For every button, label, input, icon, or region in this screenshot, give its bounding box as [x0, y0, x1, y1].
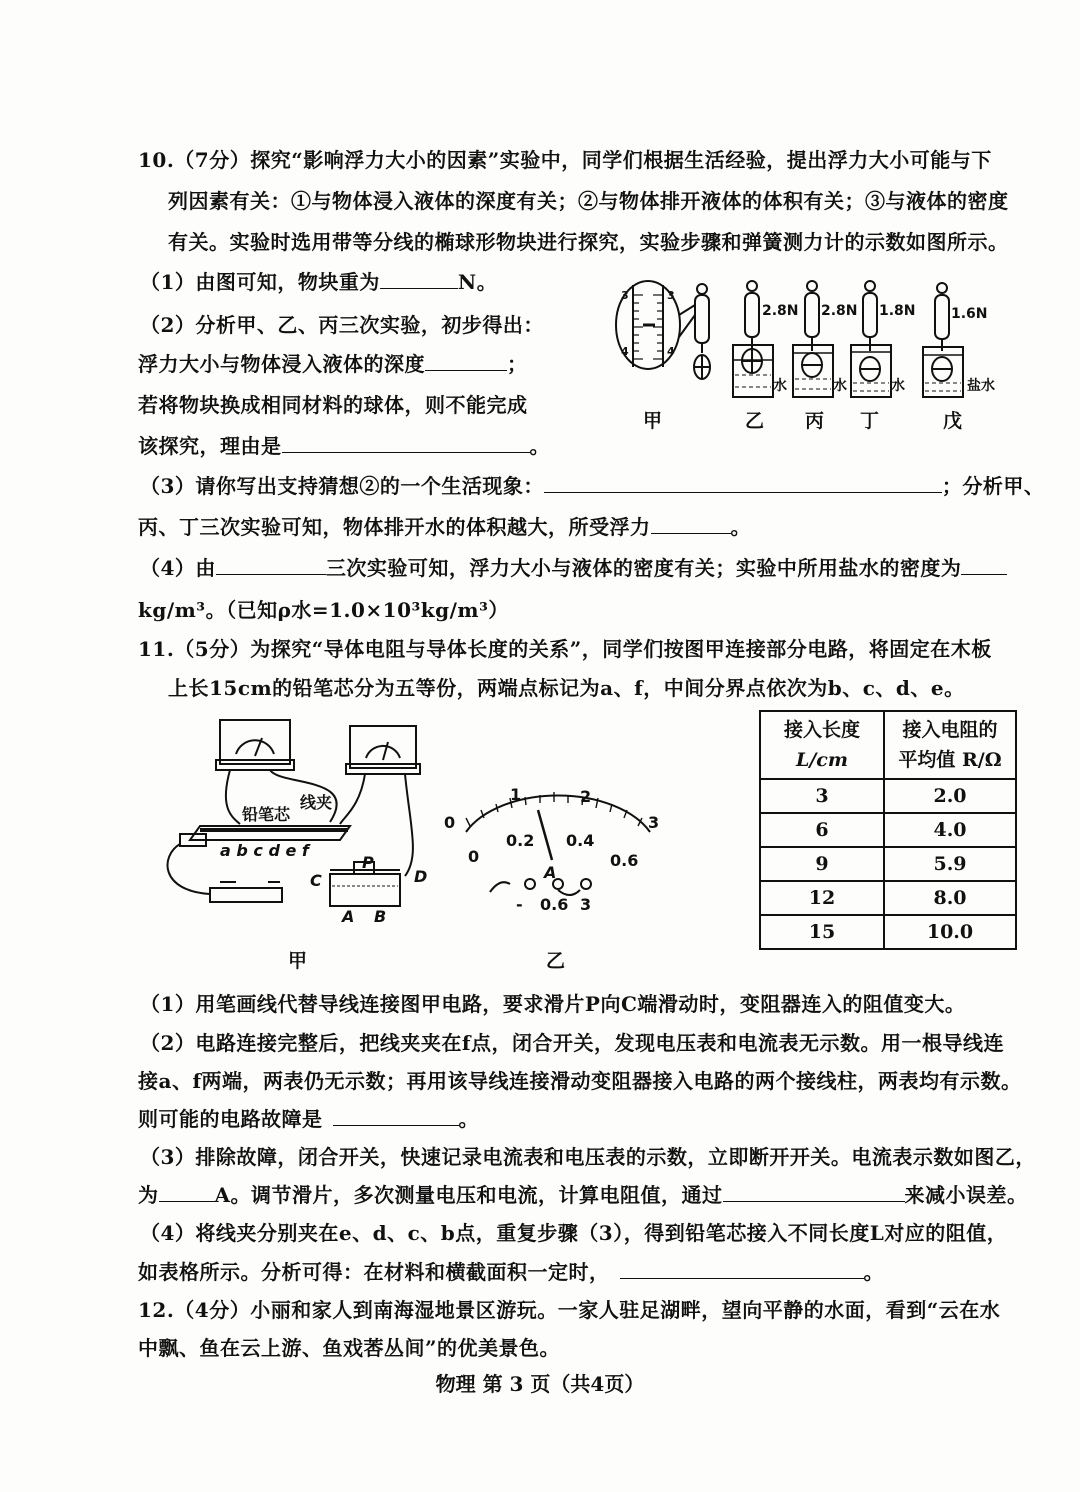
q10-part2d: 该探究，理由是 。 [138, 434, 550, 458]
table-row: 12 8.0 [760, 881, 1016, 915]
clip-label: 线夹 [300, 793, 333, 812]
q10-line3: 有关。实验时选用带等分线的椭球形物块进行探究，实验步骤和弹簧测力计的示数如图所示。 [168, 230, 1009, 254]
spring-scale-wu [935, 295, 949, 339]
reading-ding: 1.8N [879, 303, 916, 319]
answer-blank[interactable] [159, 1181, 215, 1202]
spring-scale-bing [805, 293, 819, 337]
table-row: 15 10.0 [760, 915, 1016, 949]
q10-part1: （1）由图可知，物块重为 N。 [140, 270, 498, 294]
q11-part1: （1）用笔画线代替导线连接图甲电路，要求滑片P向C端滑动时，变阻器连入的阻值变大。 [140, 992, 966, 1016]
fig-label-ding: 丁 [860, 410, 880, 432]
answer-blank[interactable] [723, 1181, 905, 1202]
q12-line2: 中飘、鱼在云上游、鱼戏莕丛间”的优美景色。 [138, 1336, 561, 1360]
fig-caption-jia: 甲 [288, 950, 308, 972]
rheostat [330, 874, 400, 906]
table-header-length: 接入长度 L/cm [760, 711, 884, 779]
spring-scale-jia [695, 295, 709, 343]
voltmeter-box [220, 720, 290, 764]
q10-line2: 列因素有关：①与物体浸入液体的深度有关；②与物体排开液体的体积有关；③与液体的密度 [168, 189, 1009, 213]
fig-caption-yi: 乙 [546, 950, 566, 972]
fig-label-yi: 乙 [745, 410, 765, 432]
answer-blank[interactable] [425, 350, 507, 371]
terminal-label: 3 [580, 895, 592, 914]
q11-part2c: 则可能的电路故障是 。 [138, 1107, 479, 1131]
answer-blank[interactable] [620, 1258, 864, 1279]
table-row: 3 2.0 [760, 779, 1016, 813]
fig-label-jia: 甲 [643, 410, 663, 432]
q11-part2b: 接a、f两端，两表仍无示数；再用该导线连接滑动变阻器接入电路的两个接线柱，两表均有示数。 [138, 1069, 1022, 1093]
battery [210, 888, 282, 902]
q11-line1: 11.（5分）为探究“导体电阻与导体长度的关系”，同学们按图甲连接部分电路，将固定在木板 [138, 637, 992, 661]
circuit-figure-jia [160, 716, 440, 926]
q10-part4a: （4）由 三次实验可知，浮力大小与液体的密度有关；实验中所用盐水的密度为 [140, 554, 1007, 582]
table-header-resistance: 接入电阻的 平均值 R/Ω [884, 711, 1016, 779]
terminal-b: B [374, 907, 387, 926]
answer-blank[interactable] [282, 432, 530, 453]
spring-scale-ding [863, 293, 877, 337]
dial-top-1: 1 [510, 785, 522, 804]
scale-number: 4 [667, 345, 675, 358]
terminal-3 [581, 879, 591, 889]
q11-part2a: （2）电路连接完整后，把线夹夹在f点，闭合开关，发现电压表和电流表无示数。用一根导线连 [140, 1031, 1005, 1055]
terminal-neg [525, 879, 535, 889]
dial-top-2: 2 [580, 787, 592, 806]
liquid-label: 水 [833, 378, 847, 394]
ammeter-dial-yi [440, 782, 670, 932]
table-row: 9 5.9 [760, 847, 1016, 881]
q10-part2b: 浮力大小与物体浸入液体的深度 ； [138, 352, 528, 376]
q11-part4b: 如表格所示。分析可得：在材料和横截面积一定时， 。 [138, 1260, 884, 1284]
dial-top-3: 3 [648, 813, 660, 832]
slider-label: P [362, 853, 374, 872]
dial-bottom-2: 0.4 [566, 831, 595, 850]
q12-line1: 12.（4分）小丽和家人到南海湿地景区游玩。一家人驻足湖畔，望向平静的水面，看到“云在水 [138, 1298, 1001, 1322]
point-labels: a b c d e f [220, 841, 309, 860]
dial-bottom-3: 0.6 [610, 851, 639, 870]
dial-unit: A [544, 863, 557, 882]
dial-bottom-1: 0.2 [506, 831, 535, 850]
terminal-label: - [516, 895, 523, 914]
resistance-table [759, 710, 1017, 950]
terminal-a: A [342, 907, 355, 926]
table-row: 6 4.0 [760, 813, 1016, 847]
reading-bing: 2.8N [821, 303, 858, 319]
q10-line1: 10.（7分）探究“影响浮力大小的因素”实验中，同学们根据生活经验，提出浮力大小可能与下 [138, 148, 992, 172]
needle [538, 810, 552, 860]
reading-yi: 2.8N [762, 303, 799, 319]
spring-scale-yi [745, 293, 759, 337]
q10-part3b: 丙、丁三次实验可知，物体排开水的体积越大，所受浮力 。 [138, 515, 751, 539]
pencil-lead-label: 铅笔芯 [242, 805, 291, 824]
dial-bottom-0: 0 [468, 847, 480, 866]
terminal-c: C [310, 871, 322, 890]
answer-blank[interactable] [216, 554, 326, 575]
beaker-ding [851, 345, 891, 397]
dial-top-0: 0 [444, 813, 456, 832]
buoyancy-figure [605, 275, 1025, 435]
answer-blank[interactable] [544, 472, 942, 493]
fig-label-wu: 戊 [943, 410, 963, 432]
scale-number: 3 [667, 289, 675, 302]
scale-number: 3 [621, 289, 629, 302]
q10-part3a: （3）请你写出支持猜想②的一个生活现象： ；分析甲、 [140, 474, 1045, 498]
q11-part3b: 为 A。调节滑片，多次测量电压和电流，计算电阻值，通过 来减小误差。 [138, 1183, 1028, 1207]
q11-line2: 上长15cm的铅笔芯分为五等份，两端点标记为a、f，中间分界点依次为b、c、d、e。 [168, 676, 965, 700]
page-footer: 物理 第 3 页（共4页） [435, 1372, 645, 1396]
fig-label-bing: 丙 [805, 410, 825, 432]
answer-blank[interactable] [651, 513, 731, 534]
dial-arc [466, 796, 650, 832]
liquid-label: 水 [891, 378, 905, 394]
q10-part2a: （2）分析甲、乙、丙三次实验，初步得出： [140, 313, 544, 337]
terminal-label: 0.6 [540, 895, 569, 914]
answer-blank[interactable] [380, 268, 458, 289]
q10-part4b: kg/m³。（已知ρ水=1.0×10³kg/m³） [138, 598, 509, 622]
reading-wu: 1.6N [951, 306, 988, 322]
answer-blank[interactable] [333, 1105, 459, 1126]
terminal-d: D [414, 867, 428, 886]
q10-part2c: 若将物块换成相同材料的球体，则不能完成 [138, 393, 528, 417]
answer-blank[interactable] [961, 554, 1007, 575]
liquid-label: 水 [773, 378, 787, 394]
q11-part4a: （4）将线夹分别夹在e、d、c、b点，重复步骤（3），得到铅笔芯接入不同长度L对应的阻值， [140, 1221, 1008, 1245]
ammeter-box [350, 726, 416, 768]
q11-part3a: （3）排除故障，闭合开关，快速记录电流表和电压表的示数，立即断开开关。电流表示数如图乙， [140, 1145, 1036, 1169]
liquid-label: 盐水 [967, 378, 995, 394]
scale-number: 4 [621, 345, 629, 358]
